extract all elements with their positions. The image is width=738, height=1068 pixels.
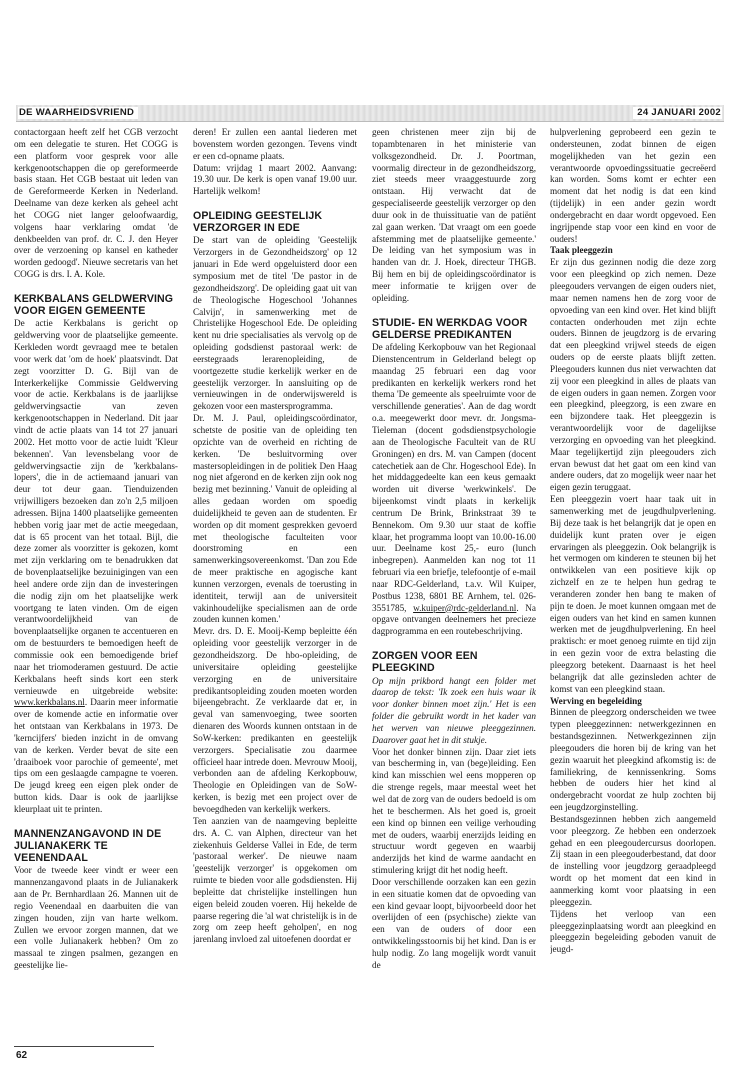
paragraph-datum: Datum: vrijdag 1 maart 2002. Aanvang: 19.30 uur. De kerk is open vanaf 19.00 uur. Hartelijk welkom! [193,162,357,197]
paragraph-kerkbalans [14,318,178,815]
page-number: 62 [16,1050,28,1061]
subheading-taak-pleeggezin: Taak pleeggezin [550,245,613,256]
paragraph: Voor de tweede keer vindt er weer een mannenzangavond plaats in de Julianakerk aan de Pr. Bernhardlaan 26. Mannen uit de regio Veenendaal en daarbuiten die van zingen houden, zijn van harte welkom. Zullen we ervoor zorgen mannen, dat we een volle Julianakerk hebben? Om zo massaal te zingen psalmen, gezangen en geestelijke lie- [14,865,178,971]
paragraph-studiedag [372,342,536,638]
paragraph: Mevr. drs. D. E. Mooij-Kemp bepleitte één opleiding voor geestelijk verzorger in de gezondheidszorg. De hbo-opleiding, de universitaire opleiding geestelijke verzorging en de universitaire predikantsopleiding zouden moeten worden bijeengebracht. Ze verklaarde dat er, in geval van samenvoeging, twee soorten dienaren des Woords kunnen ontstaan in de SoW-kerken: predikanten en geestelijk verzorgers. Specialisatie zou daarmee officieel haar intrede doen. Mevrouw Mooij, verbonden aan de afdeling Kerkopbouw, Theologie en Opleidingen van de SoW-kerken, is bezig met een project over de bevoegdheden van kerkelijk werkers. [193,626,357,814]
heading-mannenzangavond: MANNENZANGAVOND IN DE JULIANAKERK TE VEENENDAAL [14,827,162,865]
paragraph: Ten aanzien van de naamgeving bepleitte drs. A. C. van Alphen, directeur van het ziekenhuis Gelderse Vallei in Ede, de term 'pastoraal werker'. De nieuwe naam 'geestelijk verzorger' is opgekomen om ruimte te bieden voor alle godsdiensten. Hij bepleitte dat christelijke instellingen hun eigen beleid zouden voeren. Hij hekelde de paarse regering die 'al wat christelijk is in de zorg om zeep heeft geholpen', en nog jarenlang invloed zal uitoefenen doordat er [193,815,357,945]
column-3 [372,127,536,1047]
paragraph: Tijdens het verloop van een pleeggezinplaatsing wordt aan pleegkind en pleeggezin begeleiding geboden vanuit de jeugd- [550,908,716,955]
text: De actie Kerkbalans is gericht op geldwerving voor de plaatselijke gemeente. Kerkleden wordt gevraagd mee te betalen voor werk dat 'om de hoek' plaatsvindt. Dat zegt voorzitter D. G. Bijl van de Interkerkelijke Commissie Geldwerving voor de actie. Kerkbalans is de jaarlijkse geldwervingsactie van zeven kerkgenootschappen in Nederland. Dit jaar vindt de actie plaats van 14 tot 27 januari 2002. Het motto voor de actie luidt 'Kleur bekennen'. Van levensbelang voor de geldwervingsactie zijn de 'kerkbalans-lopers', die in de actiemaand januari van deur tot deur gaan. Tienduizenden vrijwilligers bezoeken dan zo'n 2,5 miljoen adressen. Bijna 1400 plaatselijke gemeenten hebben vorig jaar met de actie meegedaan, dat is 65 procent van het totaal. Bijl, die deze zomer als voorzitter is gekozen, komt met zijn verklaring om te benadrukken dat de bovenplaatselijke bezuinigingen van een heel andere orde zijn dan de investeringen die nodig zijn om het plaatselijke werk voortgang te laten vinden. Om de eigen verantwoordelijkheid van de bovenplaatselijke organen te accentueren en om de bestuurders te bemoedigen heeft de commissie ook een bemoedigende brief naar het triomoderamen gestuurd. De actie Kerkbalans heeft sinds kort een sterk vernieuwde en uitgebreide website: [14,318,178,696]
footer-rule [14,1046,154,1047]
link-email[interactable]: w.kuiper@rdc-gelderland.nl [413,602,517,613]
running-header [16,105,724,122]
text: . Na opgave ontvangen deelnemers het precieze dagprogramma en een routebeschrijving. [372,602,536,637]
paragraph: Door verschillende oorzaken kan een gezin in een situatie komen dat de opvoeding van een kind gevaar loopt, bijvoorbeeld door het overlijden of een (psychische) ziekte van een van de ouders of door een ontwikkelingsstoornis bij het kind. Dan is er hulp nodig. Zo lang mogelijk wordt vanuit de [372,876,536,970]
paragraph: hulpverlening geprobeerd een gezin te ondersteunen, zodat binnen de eigen mogelijkheden van het gezin een verantwoorde opvoedingssituatie gecreëerd kan worden. Soms komt er echter een moment dat het nodig is dat een kind (tijdelijk) in een ander gezin wordt ondergebracht en daar wordt opgevoed. Een ingrijpende stap voor een kind en voor de ouders! [550,127,716,244]
paragraph: contactorgaan heeft zelf het CGB verzocht om een delegatie te sturen. Het COGG is een platform voor gesprek voor alle kerkgenootschappen die op gereformeerde basis staan. Het CGB bestaat uit leden van de Gereformeerde Kerken in Nederland. Deelname van deze kerken als geheel acht het COGG niet langer geloofwaardig, volgens haar verklaring omdat 'de denkbeelden van prof. dr. C. J. den Heyer over de verzoening op kansel en katheder worden gedoogd'. Nieuwe secretaris van het COGG is drs. I. A. Kole. [14,127,178,280]
column-4 [550,127,716,1047]
heading-opleiding: OPLEIDING GEESTELIJK VERZORGER IN EDE [193,210,323,235]
paragraph: Binnen de pleegzorg onderscheiden we twee typen pleeggezinnen: netwerkgezinnen en bestandsgezinnen. Netwerkgezinnen zijn pleegouders die horen bij de kring van het gezin waaruit het pleegkind afkomstig is: de familiekring, de kennissenkring. Soms hebben de ouders hier het kind al ondergebracht voordat ze hulp zochten bij een jeugdzorginstelling. [550,707,716,813]
column-2 [193,127,357,1047]
paragraph: Voor het donker binnen zijn. Daar ziet iets van bescherming in, van (bege)leiding. Een kind kan misschien wel eens mopperen op die strenge regels, maar meestal weet het wel dat de zorg van de ouders bedoeld is om het te beschermen. Als het goed is, groeit een kind op binnen een veilige verhouding met de ouders, waarbij enerzijds leiding en structuur wordt gegeven en waarbij anderzijds het kind de warme aandacht en stimulering krijgt dit het nodig heeft. [372,746,536,876]
paragraph: geen christenen meer zijn bij de topambtenaren in het ministerie van volksgezondheid. Dr. J. Poortman, voormalig directeur in de gezondheidszorg, ziet steeds meer vraaggestuurde zorg ontstaan. Hij verwacht dat de gespecialiseerde geestelijk verzorger op den duur ook in de thuissituatie van de patiënt zal gaan werken. 'Dat vraagt om een goede afstemming met de plaatselijke gemeente.' De leiding van het symposium was in handen van dr. J. Hoek, directeur THGB. Bij hem en bij de opleidingscoördinator is meer informatie te krijgen over de opleiding. [372,127,536,303]
text: . Daarin meer informatie over de komende actie en informatie over het ontstaan van Kerkbalans in 1973. De 'kerncijfers' bieden inzicht in de omvang van de kerken. Verder bevat de site een 'draaiboek voor parochie of gemeente', met tips om een geslaagde campagne te voeren. De jeugd kreeg een eigen plek onder de button kids. Daar is ook de jaarlijkse kleurplaat uit te printen. [14,697,178,814]
paragraph: Er zijn dus gezinnen nodig die deze zorg voor een pleegkind op zich nemen. Deze pleegouders vervangen de eigen ouders niet, maar nemen namens hen de zorg voor de opvoeding van een kind over. Het kind blijft contacten onderhouden met zijn echte ouders. Binnen de jeugdzorg is de ervaring dat een pleegkind vrijwel steeds de eigen ouders op de eerste plaats blijft zetten. Pleegouders kunnen dus niet verwachten dat zij voor een pleegkind in alles de plaats van de eigen ouders in gaan nemen. Zorgen voor een pleegkind, pleegzorg, is een zware en een bijzondere taak. Het pleeggezin is verantwoordelijk voor de dagelijkse verzorging en opvoeding van het pleegkind. Maar tegelijkertijd zijn pleegouders zich ervan bewust dat het gaat om een kind van andere ouders, dat zo mogelijk weer naar het eigen gezin teruggaat. [550,257,716,493]
paragraph: Een pleeggezin voert haar taak uit in samenwerking met de jeugdhulpverlening. Bij deze taak is het belangrijk dat je open en duidelijk kunt praten over je eigen ervaringen als pleeggezin. Ook belangrijk is het vermogen om kinderen te steunen bij het ontwikkelen van een positieve kijk op zichzelf en ze te helpen hun gedrag te veranderen zonder hen bang te maken of pijn te doen. Je moet kunnen omgaan met de eigen ouders van het kind en samen kunnen werken met de jeugdhulpverlening. En heel praktisch: er moet genoeg ruimte en tijd zijn in een gezin voor de extra belasting die pleegzorg betekent. Daarnaast is het heel belangrijk dat alle gezinsleden achter de komst van een pleegkind staan. [550,494,716,694]
subheading-werving: Werving en begeleiding [550,695,642,706]
paragraph: Dr. M. J. Paul, opleidingscoördinator, schetste de positie van de opleiding ten opzichte van de overheid en richting de kerken. 'De besluitvorming over mastersopleidingen in de politiek Den Haag nog niet afgerond en de kerken zijn ook nog bezig met bezinning.' Vanuit de opleiding al alles gedaan worden om spoedig duidelijkheid te geven aan de studenten. Er worden op dit moment gesprekken gevoerd met theologische faculteiten voor doorstroming en een samenwerkingsovereenkomst. 'Dan zou Ede de meer praktische en agogische kant kunnen verzorgen, evenals de toerusting in identiteit, terwijl aan de universiteit vakinhoudelijke specialismen aan de orde zouden kunnen komen.' [193,413,357,625]
heading-pleegkind: ZORGEN VOOR EEN PLEEGKIND [372,650,478,675]
paragraph: Bestandsgezinnen hebben zich aangemeld voor pleegzorg. Ze hebben een onderzoek gehad en een pleegoudercursus doorlopen. Zij staan in een pleegouderbestand, dat door de instelling voor jeugdzorg geraadpleegd wordt op het moment dat een kind in aanmerking komt voor plaatsing in een pleeggezin. [550,813,716,907]
heading-studiedag: STUDIE- EN WERKDAG VOOR GELDERSE PREDIKANTEN [372,316,528,341]
text: De afdeling Kerkopbouw van het Regionaal Dienstencentrum in Gelderland belegt op maandag 25 februari een dag voor predikanten en kerkelijk werkers rond het thema 'De gemeente als speelruimte voor de verschillende generaties'. Aan de dag wordt o.a. meegewerkt door mevr. dr. Jongsma-Tieleman (docent godsdienstpsychologie aan de Theologische Faculteit van de RU Groningen) en drs. M. van Campen (docent catechetiek aan de Chr. Hogeschool Ede). In het middaggedeelte kan een keus gemaakt worden uit diverse 'werkwinkels'. De bijeenkomst vindt plaats in kerkelijk centrum De Brink, Brinkstraat 39 te Bennekom. Om 9.30 uur staat de koffie klaar, het programma loopt van 10.00-16.00 uur. Deelname kost 25,- euro (lunch inbegrepen). Aanmelden kan nog tot 11 februari via een briefje, telefoontje of e-mail naar RDC-Gelderland, t.a.v. Wil Kuiper, Postbus 1238, 6801 BE Arnhem, tel. 026-3551785, [372,342,536,613]
heading-kerkbalans: KERKBALANS GELDWERVING VOOR EIGEN GEMEENTE [14,292,174,318]
paragraph: deren! Er zullen een aantal liederen met bovenstem worden gezongen. Tevens vindt er een cd-opname plaats. [193,127,357,161]
intro-paragraph: Op mijn prikbord hangt een folder met daarop de tekst: 'Ik zoek een huis waar ik voor donker binnen moet zijn.' Het is een folder die gebruikt wordt in het kader van het werven van nieuwe pleeggezinnen. Daarover gaat het in dit stukje. [372,675,536,745]
link-kerkbalans[interactable]: www.kerkbalans.nl [14,697,85,708]
publication-name: DE WAARHEIDSVRIEND [18,107,138,119]
issue-date: 24 JANUARI 2002 [633,107,722,119]
paragraph: De start van de opleiding 'Geestelijk Verzorgers in de Gezondheidszorg' op 12 januari in Ede werd opgeluisterd door een symposium met de titel 'De pastor in de gezondheidszorg'. De opleiding gaat uit van de Theologische Hogeschool 'Johannes Calvijn', in samenwerking met de Christelijke Hogeschool Ede. De opleiding kent nu drie specialisaties als vervolg op de opleiding godsdienst pastoraal werk: de eerstegraads lerarenopleiding, de voortgezette studie kerkelijk werker en de geestelijk verzorger. In aansluiting op de vernieuwingen in de onderwijswereld is gekozen voor een mastersprogramma. [193,235,357,412]
column-1 [14,127,178,1047]
